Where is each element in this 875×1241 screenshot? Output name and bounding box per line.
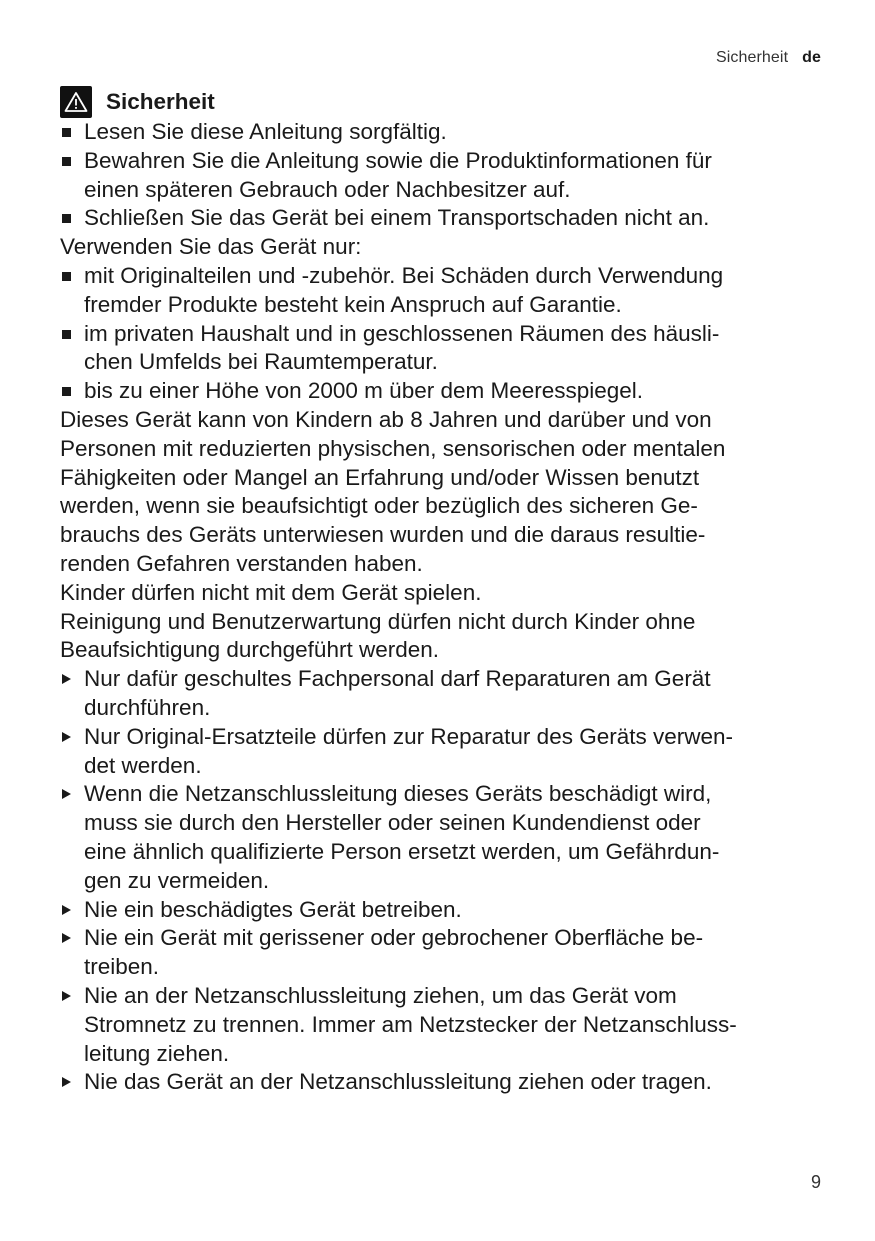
list-item-text: Lesen Sie diese Anleitung sorgfältig. bbox=[84, 119, 447, 144]
instruction-text: Nie ein Gerät mit gerissener oder gebrochener Oberfläche be- bbox=[84, 925, 704, 951]
instruction-item bbox=[60, 896, 830, 925]
instruction-list bbox=[60, 665, 830, 1097]
bullet-list-general bbox=[60, 118, 830, 233]
bullet-list-usage bbox=[60, 262, 830, 406]
header-language: de bbox=[802, 49, 821, 66]
paragraph-line: brauchs des Geräts unterwiesen wurden und die daraus resultie- bbox=[60, 522, 706, 548]
arrow-right-icon bbox=[62, 905, 71, 915]
arrow-right-icon bbox=[62, 1077, 71, 1087]
cleaning-paragraph bbox=[60, 608, 830, 666]
instruction-text: Nie das Gerät an der Netzanschlussleitung ziehen oder tragen. bbox=[84, 1069, 712, 1095]
instruction-item bbox=[60, 723, 830, 781]
arrow-right-icon bbox=[62, 732, 71, 742]
instruction-text: Stromnetz zu trennen. Immer am Netzstecker der Netzanschluss- bbox=[84, 1011, 737, 1037]
instruction-item bbox=[60, 982, 830, 1068]
children-paragraph bbox=[60, 406, 830, 579]
paragraph-line: renden Gefahren verstanden haben. bbox=[60, 550, 423, 576]
section-title: Sicherheit bbox=[106, 88, 215, 114]
list-item-text: bis zu einer Höhe von 2000 m über dem Meeresspiegel. bbox=[84, 378, 644, 404]
instruction-text: gen zu vermeiden. bbox=[84, 867, 270, 893]
list-item bbox=[60, 204, 830, 233]
instruction-text: Wenn die Netzanschlussleitung dieses Geräts beschädigt wird, bbox=[84, 781, 712, 807]
page-content bbox=[60, 86, 830, 1097]
list-item-text: chen Umfelds bei Raumtemperatur. bbox=[84, 349, 438, 375]
list-item bbox=[60, 262, 830, 320]
list-item-text: mit Originalteilen und -zubehör. Bei Schäden durch Verwendung bbox=[84, 262, 724, 288]
use-intro: Verwenden Sie das Gerät nur: bbox=[60, 234, 362, 260]
instruction-text: muss sie durch den Hersteller oder seinen Kundendienst oder bbox=[84, 810, 701, 836]
header-section-name: Sicherheit bbox=[715, 49, 789, 66]
play-paragraph: Kinder dürfen nicht mit dem Gerät spielen. bbox=[60, 579, 482, 605]
arrow-right-icon bbox=[62, 991, 71, 1001]
instruction-text: leitung ziehen. bbox=[84, 1040, 230, 1066]
paragraph-line: Reinigung und Benutzerwartung dürfen nicht durch Kinder ohne bbox=[60, 608, 696, 634]
instruction-item bbox=[60, 780, 830, 895]
running-header bbox=[716, 49, 821, 67]
paragraph-line: Personen mit reduzierten physischen, sensorischen oder mentalen bbox=[60, 435, 726, 461]
paragraph-line: Fähigkeiten oder Mangel an Erfahrung und/oder Wissen benutzt bbox=[60, 464, 700, 490]
instruction-text: Nie ein beschädigtes Gerät betreiben. bbox=[84, 896, 462, 922]
instruction-text: eine ähnlich qualifizierte Person ersetzt werden, um Gefährdun- bbox=[84, 838, 720, 864]
list-item-text: fremder Produkte besteht kein Anspruch auf Garantie. bbox=[84, 291, 622, 317]
instruction-text: Nur dafür geschultes Fachpersonal darf Reparaturen am Gerät bbox=[84, 666, 711, 692]
list-item-text: im privaten Haushalt und in geschlossenen Räumen des häusli- bbox=[84, 320, 720, 346]
list-item-text: einen späteren Gebrauch oder Nachbesitzer auf. bbox=[84, 176, 571, 202]
instruction-item bbox=[60, 924, 830, 982]
arrow-right-icon bbox=[62, 933, 71, 943]
list-item bbox=[60, 377, 830, 406]
list-item bbox=[60, 147, 830, 205]
warning-triangle-icon bbox=[60, 86, 92, 118]
list-item bbox=[60, 118, 830, 147]
list-item-text: Bewahren Sie die Anleitung sowie die Produktinformationen für bbox=[84, 147, 712, 173]
paragraph-line: Dieses Gerät kann von Kindern ab 8 Jahren und darüber und von bbox=[60, 406, 712, 432]
instruction-text: Nur Original-Ersatzteile dürfen zur Reparatur des Geräts verwen- bbox=[84, 723, 734, 749]
instruction-text: durchführen. bbox=[84, 694, 211, 720]
instruction-text: Nie an der Netzanschlussleitung ziehen, um das Gerät vom bbox=[84, 982, 677, 1008]
instruction-item bbox=[60, 665, 830, 723]
instruction-item bbox=[60, 1068, 830, 1097]
page-number: 9 bbox=[810, 1172, 821, 1192]
list-item-text: Schließen Sie das Gerät bei einem Transportschaden nicht an. bbox=[84, 205, 710, 231]
instruction-text: det werden. bbox=[84, 752, 202, 778]
instruction-text: treiben. bbox=[84, 954, 160, 980]
paragraph-line: Beaufsichtigung durchgeführt werden. bbox=[60, 637, 439, 663]
arrow-right-icon bbox=[62, 674, 71, 684]
paragraph-line: werden, wenn sie beaufsichtigt oder bezüglich des sicheren Ge- bbox=[60, 493, 698, 519]
arrow-right-icon bbox=[62, 789, 71, 799]
section-heading bbox=[60, 86, 830, 118]
list-item bbox=[60, 320, 830, 378]
